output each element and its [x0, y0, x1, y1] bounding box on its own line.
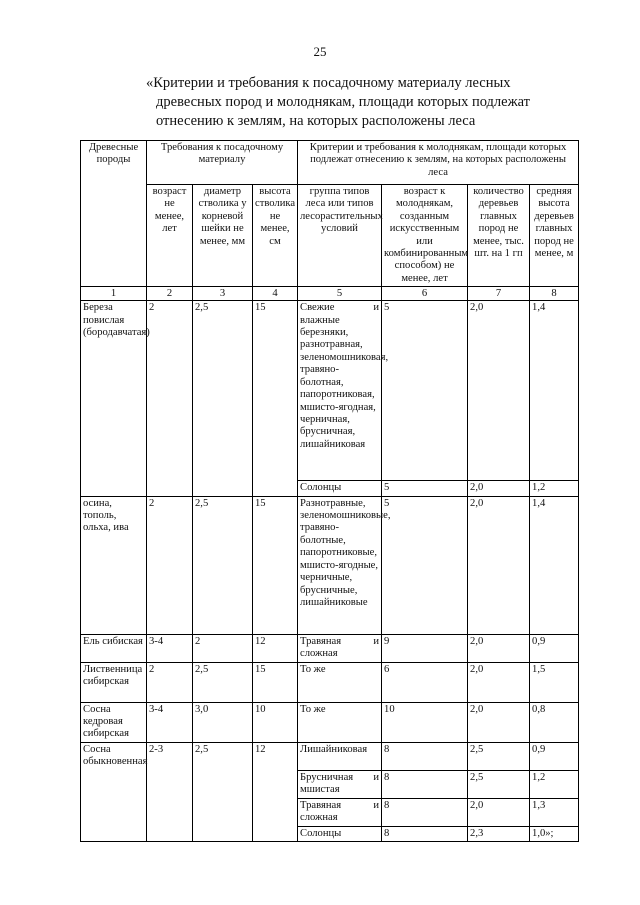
- diameter-cell: 2,5: [193, 742, 253, 841]
- column-number: 5: [298, 287, 382, 301]
- table-row: [81, 702, 579, 742]
- diameter-cell: 2,5: [193, 662, 253, 702]
- header-average-height: средняя высота деревьев главных пород не менее, м: [530, 185, 579, 287]
- tree-count-cell: 2,5: [468, 742, 530, 770]
- height-cell: 15: [253, 301, 298, 496]
- species-cell: Ель сибиская: [81, 634, 147, 662]
- age-cell: 2-3: [147, 742, 193, 841]
- young-age-cell: 10: [382, 702, 468, 742]
- header-young-stands: Критерии и требования к молоднякам, площади которых подлежат отнесению к землям, на которых расположены леса: [298, 141, 579, 185]
- species-cell: Лиственница сибирская: [81, 662, 147, 702]
- tree-count-cell: 2,0: [468, 702, 530, 742]
- age-cell: 2: [147, 496, 193, 634]
- forest-type-cell: То же: [298, 702, 382, 742]
- average-height-cell: 0,9: [530, 634, 579, 662]
- column-numbers-row: [81, 287, 579, 301]
- table-row: [81, 496, 579, 634]
- forest-type-cell: Разнотравные, зеленомошниковые, травяно-болотные, папоротниковые, мшисто-ягодные, черничные, брусничные, лишайниковые: [298, 496, 382, 634]
- diameter-cell: 2: [193, 634, 253, 662]
- forest-type-cell: Травяная и сложная: [298, 798, 382, 826]
- tree-count-cell: 2,3: [468, 826, 530, 841]
- table-row: [81, 742, 579, 770]
- heading-line: отнесению к землям, на которых расположены леса: [156, 113, 476, 129]
- forest-type-cell: То же: [298, 662, 382, 702]
- tree-count-cell: 2,5: [468, 770, 530, 798]
- document-heading: [146, 74, 566, 131]
- forest-type-cell: Травяная и сложная: [298, 634, 382, 662]
- young-age-cell: 6: [382, 662, 468, 702]
- height-cell: 12: [253, 742, 298, 841]
- age-cell: 2: [147, 301, 193, 496]
- forest-type-cell: Брусничная и мшистая: [298, 770, 382, 798]
- column-number: 3: [193, 287, 253, 301]
- forest-type-cell: Солонцы: [298, 481, 382, 496]
- forest-type-cell: Лишайниковая: [298, 742, 382, 770]
- average-height-cell: 0,9: [530, 742, 579, 770]
- height-cell: 10: [253, 702, 298, 742]
- young-age-cell: 5: [382, 496, 468, 634]
- forest-type-cell: Солонцы: [298, 826, 382, 841]
- average-height-cell: 1,4: [530, 301, 579, 481]
- forest-type-cell: Свежие и влажные березняки, разнотравная, зеленомошниковая, травяно-болотная, папоротниковая, мшисто-ягодная, черничная, брусничная, лишайниковая: [298, 301, 382, 481]
- table-row: [81, 301, 579, 481]
- header-height: высота стволика не менее, см: [253, 185, 298, 287]
- header-forest-type: группа типов леса или типов лесорастительных условий: [298, 185, 382, 287]
- age-cell: 3-4: [147, 702, 193, 742]
- young-age-cell: 8: [382, 798, 468, 826]
- page-number: 25: [313, 44, 327, 59]
- header-age: возраст не менее, лет: [147, 185, 193, 287]
- species-cell: Сосна кедровая сибирская: [81, 702, 147, 742]
- header-young-age: возраст к молоднякам, созданным искусственным или комбинированным способом) не менее, лет: [382, 185, 468, 287]
- criteria-table: [80, 140, 579, 842]
- young-age-cell: 8: [382, 770, 468, 798]
- height-cell: 15: [253, 496, 298, 634]
- tree-count-cell: 2,0: [468, 798, 530, 826]
- average-height-cell: 0,8: [530, 702, 579, 742]
- column-number: 6: [382, 287, 468, 301]
- column-number: 4: [253, 287, 298, 301]
- young-age-cell: 5: [382, 481, 468, 496]
- column-number: 2: [147, 287, 193, 301]
- height-cell: 12: [253, 634, 298, 662]
- diameter-cell: 2,5: [193, 301, 253, 496]
- average-height-cell: 1,0»;: [530, 826, 579, 841]
- header-diameter: диаметр стволика у корневой шейки не менее, мм: [193, 185, 253, 287]
- height-cell: 15: [253, 662, 298, 702]
- tree-count-cell: 2,0: [468, 481, 530, 496]
- heading-line: «Критерии и требования к посадочному материалу лесных: [146, 75, 511, 91]
- young-age-cell: 5: [382, 301, 468, 481]
- species-cell: осина, тополь, ольха, ива: [81, 496, 147, 634]
- species-cell: Береза повислая (бородавчатая): [81, 301, 147, 496]
- average-height-cell: 1,3: [530, 798, 579, 826]
- header-species: Древесные породы: [81, 141, 147, 287]
- age-cell: 3-4: [147, 634, 193, 662]
- tree-count-cell: 2,0: [468, 634, 530, 662]
- heading-line: древесных пород и молоднякам, площади которых подлежат: [156, 94, 531, 110]
- column-number: 7: [468, 287, 530, 301]
- average-height-cell: 1,2: [530, 770, 579, 798]
- young-age-cell: 8: [382, 826, 468, 841]
- tree-count-cell: 2,0: [468, 662, 530, 702]
- average-height-cell: 1,2: [530, 481, 579, 496]
- tree-count-cell: 2,0: [468, 496, 530, 634]
- average-height-cell: 1,4: [530, 496, 579, 634]
- tree-count-cell: 2,0: [468, 301, 530, 481]
- column-number: 8: [530, 287, 579, 301]
- table-row: [81, 662, 579, 702]
- column-number: 1: [81, 287, 147, 301]
- age-cell: 2: [147, 662, 193, 702]
- diameter-cell: 3,0: [193, 702, 253, 742]
- average-height-cell: 1,5: [530, 662, 579, 702]
- diameter-cell: 2,5: [193, 496, 253, 634]
- young-age-cell: 9: [382, 634, 468, 662]
- header-tree-count: количество деревьев главных пород не менее, тыс. шт. на 1 гп: [468, 185, 530, 287]
- table-row: [81, 634, 579, 662]
- species-cell: Сосна обыкновенная: [81, 742, 147, 841]
- young-age-cell: 8: [382, 742, 468, 770]
- header-planting-material: Требования к посадочному материалу: [147, 141, 298, 185]
